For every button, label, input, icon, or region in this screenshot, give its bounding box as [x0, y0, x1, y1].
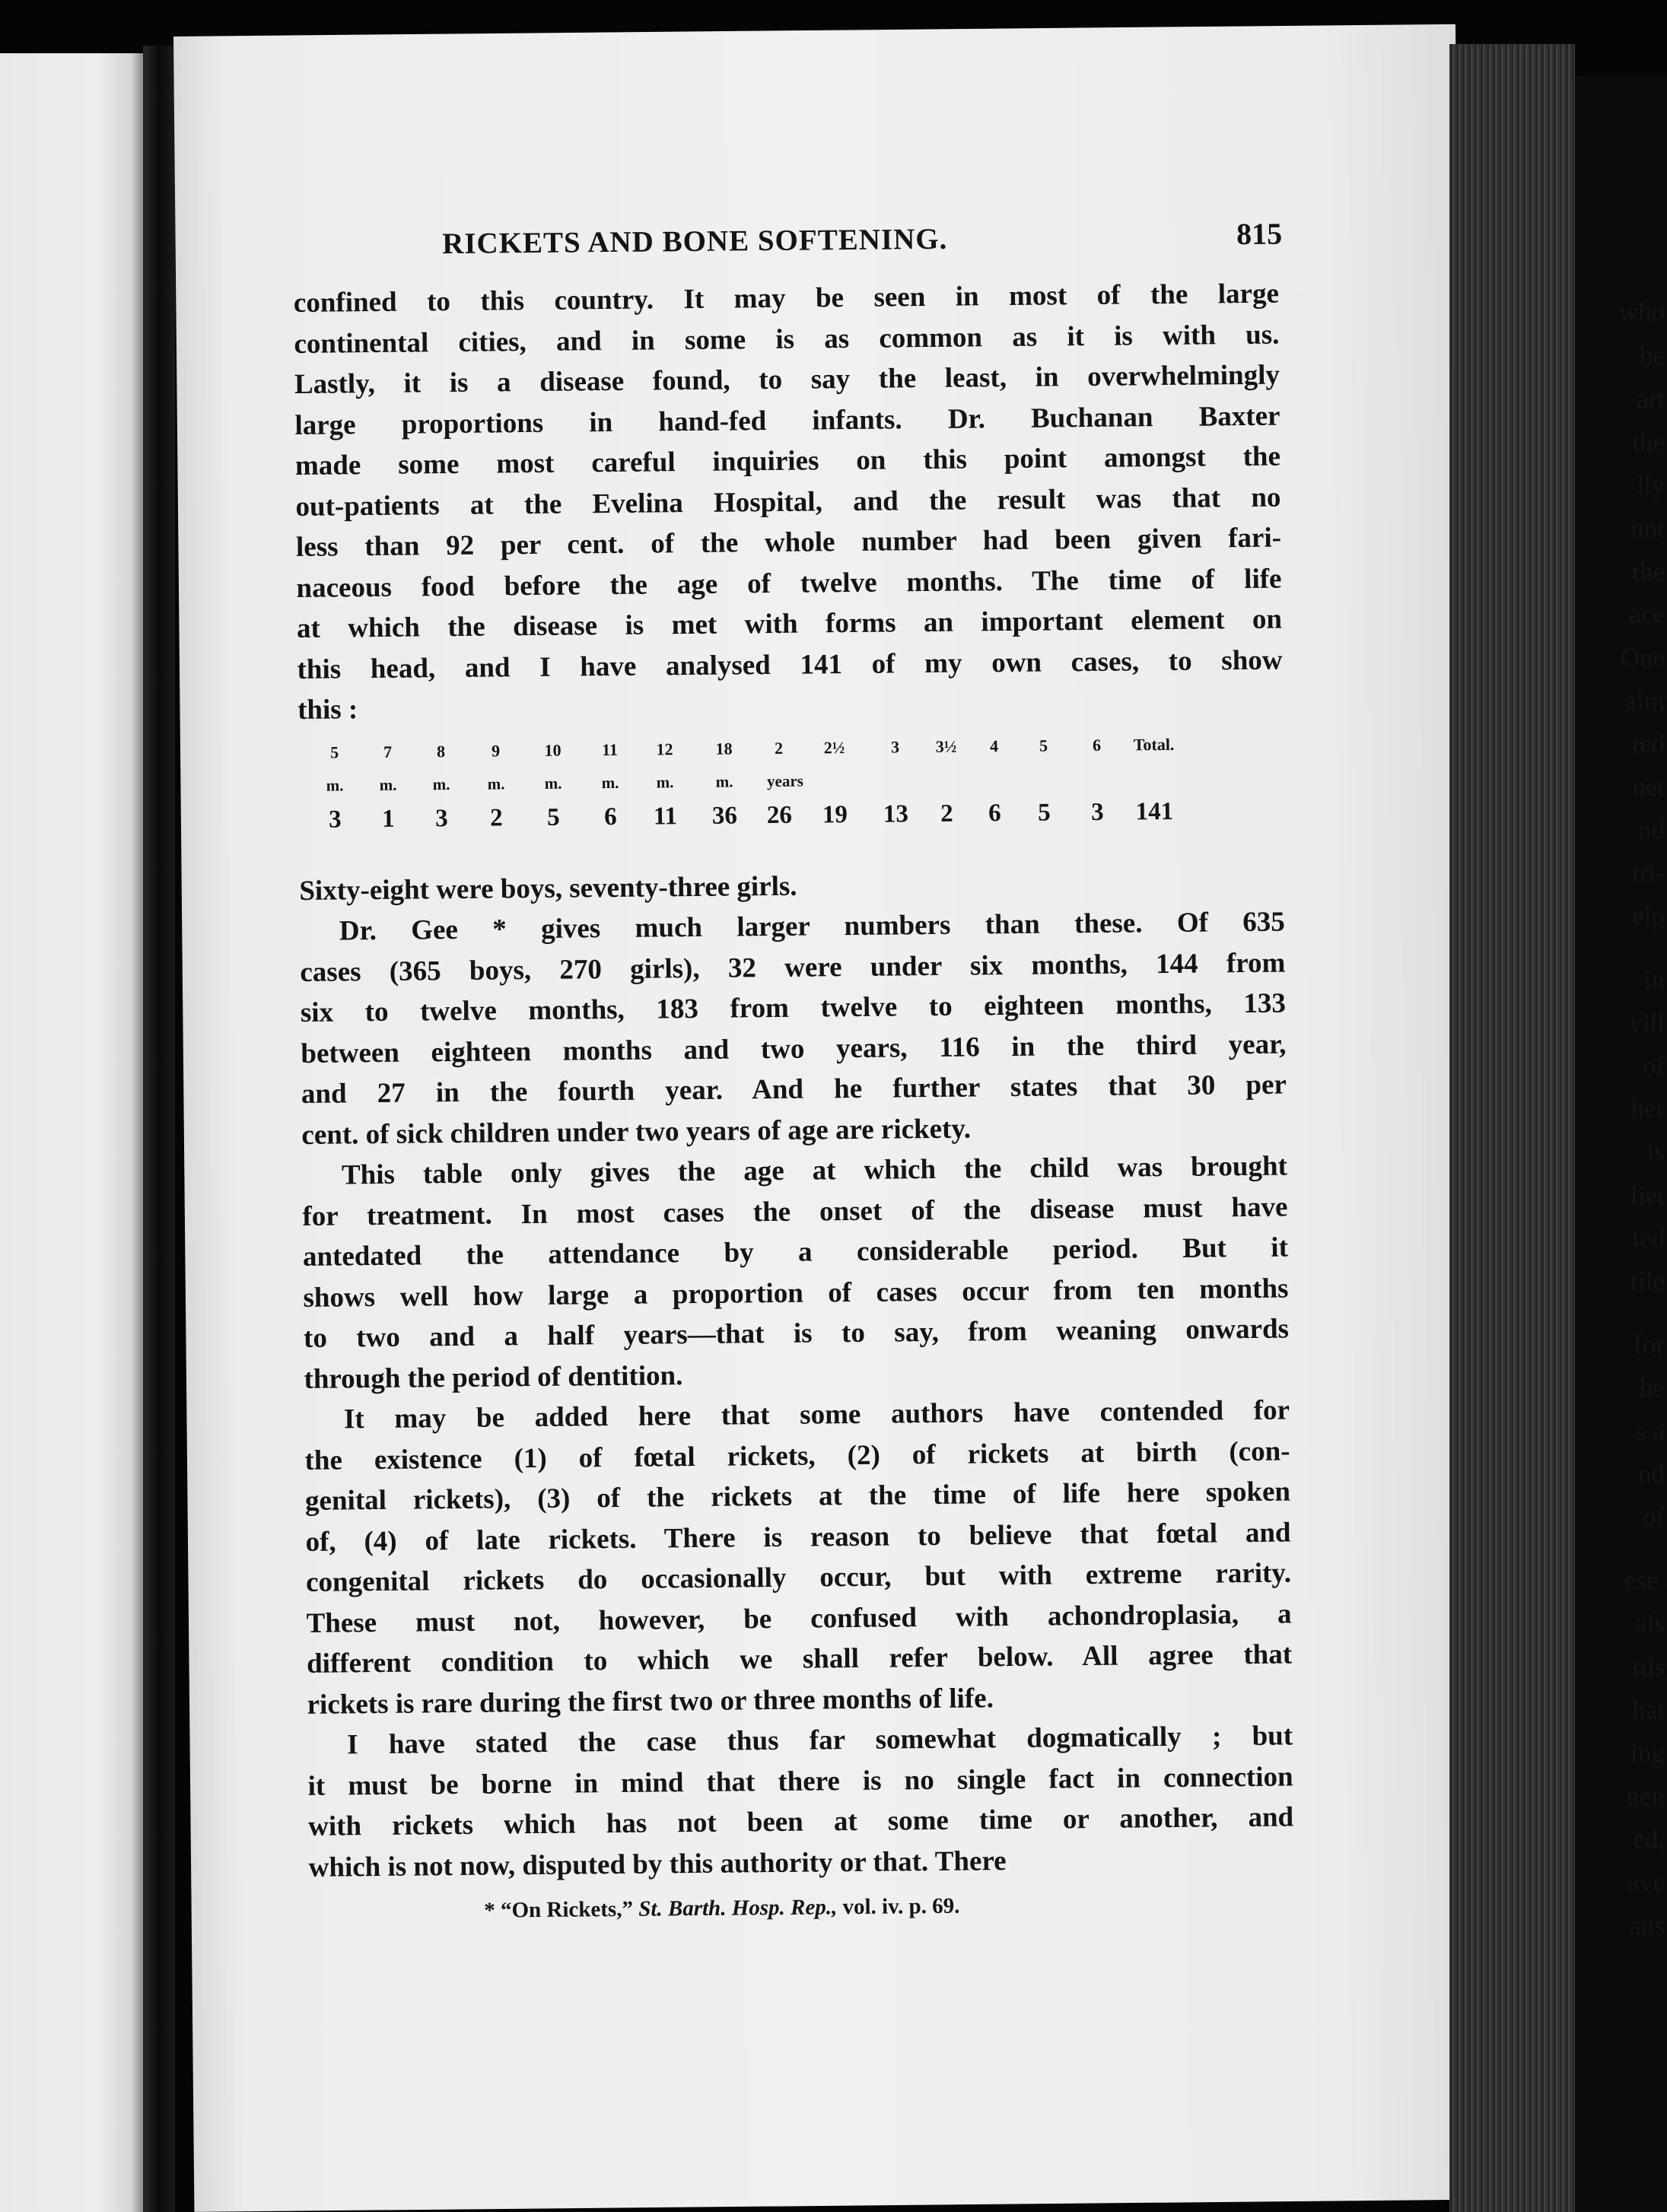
text-line: shows well how large a proportion of cases occur from ten months: [303, 1273, 1289, 1314]
left-page-fragment: ing: [1630, 1738, 1665, 1768]
table-cell: 141: [1135, 797, 1174, 825]
left-page-fragment: in: [1643, 965, 1665, 994]
text-line: large proportions in hand-fed infants. Dr. Buchanan Baxter: [294, 400, 1280, 441]
paragraph-5: [304, 1390, 1293, 1724]
left-page-fragment: nd: [1638, 815, 1665, 844]
left-page-fragment: aim: [1624, 686, 1665, 716]
left-page-fragment: lly: [1637, 470, 1665, 500]
text-line: to two and a half years—that is to say, from weaning onwards: [303, 1313, 1290, 1354]
text-line: with rickets which has not been at some time or another, and: [307, 1801, 1294, 1842]
left-page-fragment: tri-: [1632, 858, 1665, 888]
book-gutter: [143, 46, 175, 2212]
table-cell: 3: [1090, 798, 1104, 826]
table-cell: 5: [547, 803, 560, 831]
left-page-fragment: nd: [1638, 1459, 1665, 1489]
text-line: These must not, however, be confused with achondroplasia, a: [306, 1597, 1292, 1639]
left-page-fragment: nen: [1626, 1781, 1665, 1811]
paragraph-1: [294, 274, 1284, 731]
left-page-fragment: of: [1642, 1051, 1665, 1081]
table-cell: 5: [1039, 736, 1048, 755]
left-page-fragment: hat: [1632, 1695, 1665, 1724]
table-cell: m.: [601, 773, 619, 792]
table-cell: 5: [1037, 798, 1051, 827]
left-page-fragment: ans: [1629, 1911, 1665, 1940]
left-page-fragment: art: [1637, 384, 1665, 414]
text-line: made some most careful inquiries on this point amongst the: [294, 440, 1281, 481]
left-page-fragment: rds: [1632, 1652, 1665, 1682]
left-page-fragment: s a: [1636, 1416, 1665, 1446]
page-number: 815: [1236, 216, 1283, 252]
table-cell: 2½: [823, 737, 845, 757]
text-line: this :: [297, 694, 358, 726]
left-page-fragment: One: [1620, 643, 1665, 672]
left-page-fragment: is: [1646, 1137, 1665, 1167]
table-cell: m.: [656, 772, 674, 791]
left-page-fragment: net: [1632, 772, 1665, 802]
text-line: of, (4) of late rickets. There is reason to believe that fœtal and: [305, 1516, 1291, 1558]
text-line: between eighteen months and two years, 116 in the third year,: [301, 1028, 1287, 1069]
table-cell: m.: [715, 771, 733, 791]
text-line: antedated the attendance by a considerable period. But it: [302, 1232, 1289, 1273]
table-cell: m.: [379, 775, 397, 794]
text-line: Lastly, it is a disease found, to say the least, in overwhelmingly: [294, 359, 1280, 400]
table-cell: 18: [715, 738, 733, 758]
left-page-fragment: for: [1634, 1330, 1665, 1359]
paragraph-4: [302, 1146, 1290, 1400]
table-cell: 13: [883, 799, 909, 828]
left-page-fragment: unt: [1630, 513, 1665, 543]
table-row-counts: [298, 796, 1284, 834]
table-cell: m.: [544, 774, 562, 793]
left-page-fragment: of: [1642, 1502, 1665, 1532]
running-head: [293, 216, 1283, 283]
left-page-fragment: liet: [1630, 1181, 1665, 1210]
left-page-fragment: elp: [1632, 901, 1665, 930]
left-page-fragment: ace: [1629, 599, 1665, 629]
table-cell: 7: [383, 742, 393, 761]
table-cell: 3½: [935, 736, 957, 756]
table-cell: Total.: [1133, 734, 1175, 754]
table-cell: years: [766, 771, 804, 790]
text-line: continental cities, and in some is as common as it is with us.: [294, 319, 1280, 360]
text-line: confined to this country. It may be seen in most of the large: [293, 278, 1280, 319]
table-cell: 1: [382, 805, 395, 833]
footnote-marker: *: [484, 1898, 495, 1923]
table-cell: 12: [656, 739, 673, 758]
text-line: which is not now, disputed by this authority or that. There: [308, 1845, 1007, 1883]
left-page-fragment: the: [1632, 557, 1665, 586]
text-line: for treatment. In most cases the onset of the disease must have: [302, 1191, 1288, 1232]
left-facing-page: [0, 53, 143, 2212]
running-title: RICKETS AND BONE SOFTENING.: [442, 222, 948, 261]
text-line: different condition to which we shall refer below. All agree that: [306, 1638, 1293, 1680]
text-line: this head, and I have analysed 141 of my own cases, to show: [297, 644, 1283, 685]
table-cell: 26: [766, 801, 793, 829]
table-cell: 3: [435, 804, 448, 832]
text-line: I have stated the case thus far somewhat dogmatically ; but: [346, 1720, 1293, 1761]
table-cell: m.: [432, 774, 450, 793]
text-line: and 27 in the fourth year. And he further states that 30 per: [301, 1069, 1287, 1110]
table-row-units: [298, 767, 1284, 795]
table-cell: 6: [604, 802, 617, 831]
text-line: Sixty-eight were boys, seventy-three girls.: [299, 870, 797, 907]
table-cell: 11: [653, 802, 678, 830]
text-line: congenital rickets do occasionally occur, but with extreme rarity.: [305, 1557, 1292, 1598]
left-page-fragment: who: [1618, 297, 1665, 326]
text-line: It may be added here that some authors have contended for: [343, 1394, 1290, 1435]
table-cell: 3: [329, 805, 342, 834]
page-text-block: [293, 216, 1294, 1925]
left-page-fragment: be: [1639, 1373, 1665, 1403]
text-line: it must be borne in mind that there is no single fact in connection: [307, 1760, 1293, 1802]
paragraph-6: [307, 1715, 1294, 1887]
table-cell: 11: [602, 739, 619, 759]
text-line: at which the disease is met with forms an important element on: [296, 603, 1283, 644]
left-page-fragment: be: [1639, 341, 1665, 370]
left-page-fragment: als: [1635, 1609, 1665, 1638]
left-page-fragment: the: [1632, 427, 1665, 457]
paragraph-3: [300, 902, 1287, 1155]
text-line: less than 92 per cent. of the whole number had been given fari-: [295, 522, 1282, 563]
left-page-fragment: ted: [1632, 1223, 1665, 1253]
age-distribution-table: [297, 724, 1284, 870]
table-cell: 8: [436, 741, 446, 761]
table-cell: 2: [490, 803, 503, 832]
footnote-ref: vol. iv. p. 69.: [842, 1893, 960, 1920]
text-line: through the period of dentition.: [304, 1359, 683, 1395]
text-line: cases (365 boys, 270 girls), 32 were under six months, 144 from: [300, 947, 1286, 988]
text-line: out-patients at the Evelina Hospital, and the result was that no: [295, 481, 1281, 523]
table-cell: m.: [326, 775, 344, 795]
left-page-fragment: ese.: [1624, 1565, 1665, 1595]
left-page-fragment: ted: [1632, 729, 1665, 758]
left-page-fragment: her: [1630, 1094, 1665, 1123]
text-line: cent. of sick children under two years of age are rickety.: [301, 1113, 972, 1151]
text-line: rickets is rare during the first two or three months of life.: [307, 1682, 994, 1721]
text-line: genital rickets), (3) of the rickets at the time of life here spoken: [304, 1476, 1291, 1517]
text-line: Dr. Gee * gives much larger numbers than these. Of 635: [339, 906, 1286, 947]
text-line: naceous food before the age of twelve months. The time of life: [296, 563, 1282, 604]
left-page-fragment: vill: [1629, 1008, 1665, 1038]
table-cell: 3: [890, 736, 900, 756]
table-cell: 4: [989, 736, 999, 755]
table-cell: 36: [711, 801, 738, 830]
table-cell: 6: [988, 799, 1001, 827]
table-cell: 2: [774, 738, 784, 758]
table-row-ages: [297, 733, 1283, 762]
table-cell: 5: [329, 742, 339, 762]
footnote-source: St. Barth. Hosp. Rep.,: [638, 1895, 838, 1921]
footnote-title: “On Rickets,”: [500, 1896, 634, 1923]
left-page-fragment: tile: [1630, 1266, 1665, 1296]
table-cell: 19: [822, 800, 848, 828]
table-cell: 10: [544, 740, 561, 760]
text-line: six to twelve months, 183 from twelve to eighteen months, 133: [300, 987, 1287, 1028]
text-line: the existence (1) of fœtal rickets, (2) of rickets at birth (con-: [304, 1435, 1290, 1476]
left-page-fragment: ed,: [1633, 1824, 1665, 1854]
table-cell: 9: [491, 740, 501, 761]
text-line: This table only gives the age at which the child was brought: [341, 1150, 1288, 1191]
table-cell: 6: [1092, 735, 1102, 755]
left-page-fragment: ave: [1627, 1867, 1665, 1897]
table-cell: m.: [487, 774, 505, 793]
table-cell: 2: [940, 799, 953, 828]
